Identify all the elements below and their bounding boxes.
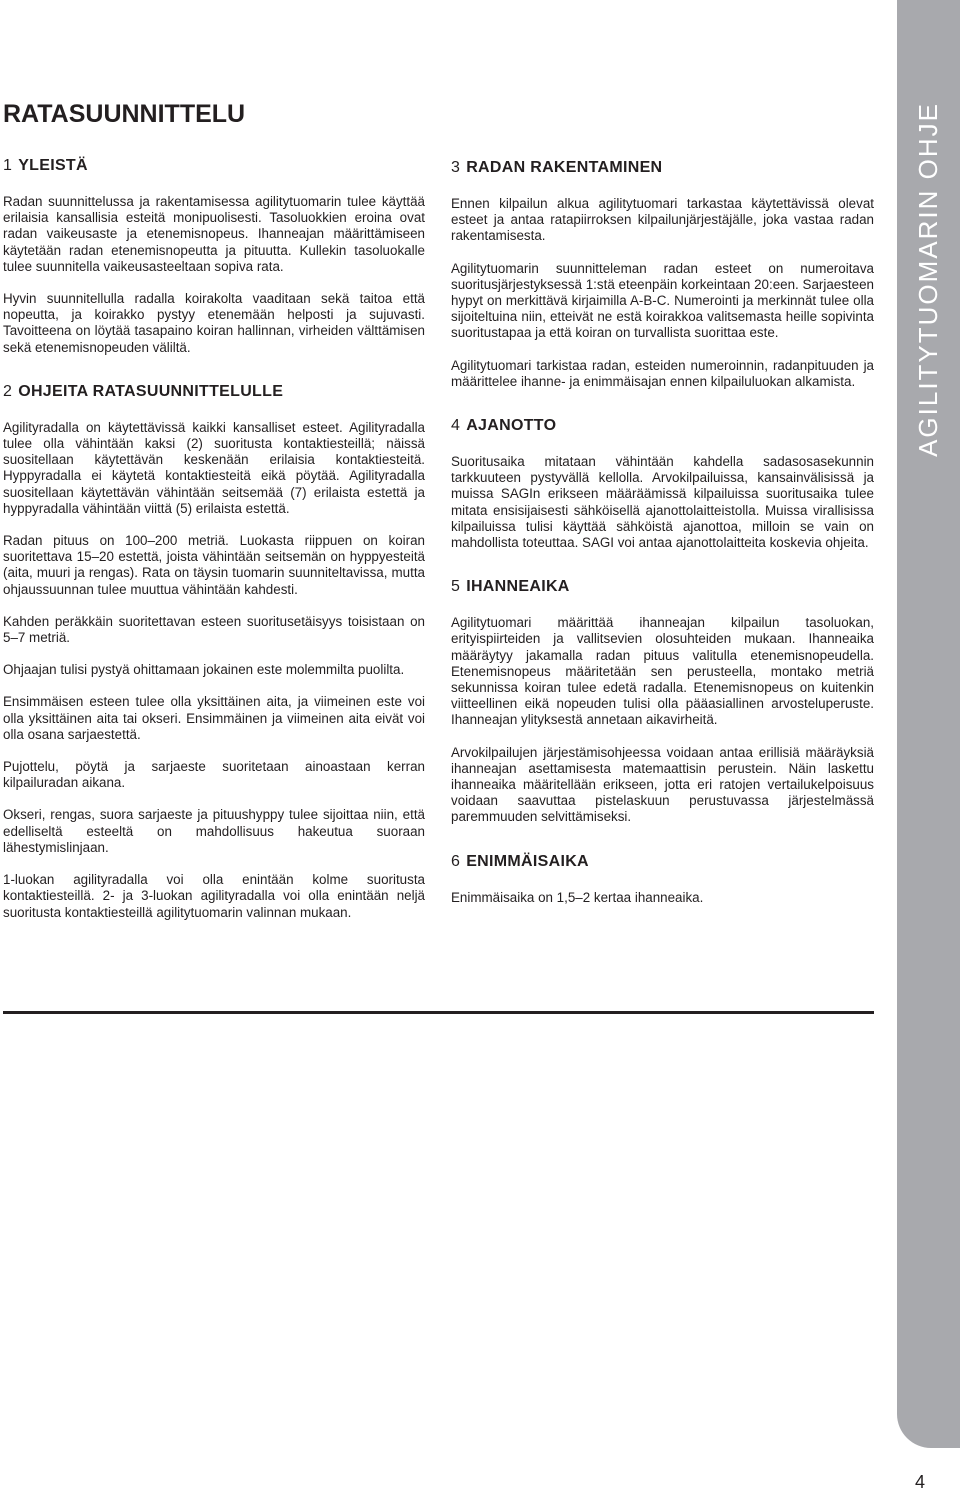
section-enimmaisaika [451,852,874,906]
side-tab-label-wrap [897,0,960,457]
section-heading [451,577,874,597]
section-radan-rakentaminen [451,158,874,390]
paragraph: Agilitytuomarin suunnitteleman radan esteet on numeroitava suoritusjärjestyksessä 1:stä eteenpäin korkeintaan 20:een. Sarjaesteen hypyt on merkittävä kirjaimilla A-B-C. Numerointi ja merkinnät tulee olla sijoiteltuina niin, etteivät ne estä koirakkoa valitsemasta heille sopivinta suoritustapaa ja että koiran on turvallista suorittaa este. [451,260,874,341]
section-title: IHANNEAIKA [466,578,570,596]
section-number: 6 [451,852,461,870]
section-heading [451,416,874,436]
paragraph: Agilitytuomari tarkistaa radan, esteiden numeroinnin, radanpituuden ja määrittelee ihanne- ja enimmäisajan ennen kilpailuluokan alkamista. [451,357,874,389]
section-title: OHJEITA RATASUUNNITTELULLE [18,382,284,400]
paragraph: Okseri, rengas, suora sarjaeste ja pituushyppy tulee sijoittaa niin, että edelliseltä esteeltä on mahdollisuus hakeutua suoraan lähestymislinjaan. [3,807,425,855]
paragraph: Ennen kilpailun alkua agilitytuomari tarkastaa käytettävissä olevat esteet ja antaa ratapiirroksen kilpailunjärjestäjälle, joka vastaa radan rakentamisesta. [451,196,874,244]
section-number: 3 [451,159,461,176]
section-title: YLEISTÄ [18,157,88,174]
section-heading [451,158,874,178]
paragraph: Hyvin suunnitellulla radalla koirakolta vaaditaan sekä taitoa että nopeutta, ja koirakko pystyy etenemään helposti ja sujuvasti. Tavoitteena on löytää tasapaino koiran hallinnan, virheiden välttämisen sekä etenemisnopeuden väliltä. [3,291,425,355]
paragraph: Enimmäisaika on 1,5–2 kertaa ihanneaika. [451,889,704,905]
section-number: 4 [451,417,461,435]
paragraph: Agilitytuomari määrittää ihanneajan kilpailun tasoluokan, erityispiirteiden ja vallitsevien olosuhteiden mukaan. Ihanneaika määräytyy jakamalla radan pituus valitulla etenemisnopeudella. Etenemisnopeus määritetään sen perusteella, montako metriä sekunnissa koiran tulee edetä radalla. Etenemisnopeus on kuitenkin viitteellinen eikä nopeuden tulisi olla pääasiallinen arvosteluperuste. Ihanneajan ylityksestä annetaan aikavirheitä. [451,615,874,728]
paragraph: Arvokilpailujen järjestämisohjeessa voidaan antaa erillisiä määräyksiä ihanneajan asettamisesta matemaattisin perustein. Näin laskettu ihanneaika määritellään erikseen, jotta eri ratojen vertailukelpoisuus voidaan saavuttaa pistelaskuun perustuvassa järjestelmässä paremmuuden selvittämiseksi. [451,744,874,825]
paragraph: Ohjaajan tulisi pystyä ohittamaan jokainen este molemmilta puolilta. [3,662,405,678]
section-heading [3,156,425,176]
section-heading [451,852,874,872]
side-tab-label: AGILITYTUOMARIN OHJE [913,102,943,457]
section-heading [3,382,425,402]
section-number: 2 [3,382,13,400]
section-yleista [3,156,425,356]
page-title: RATASUUNNITTELU [3,100,246,128]
section-ohjeita [3,382,425,921]
paragraph: Radan suunnittelussa ja rakentamisessa agilitytuomarin tulee käyttää erilaisia kansallisia esteitä monipuolisesti. Tasoluokkien eroina ovat radan vaikeusaste ja etenemisnopeus. Ihanneajan määrittämiseen käytetään radan etenemisnopeutta ja pituutta. Kullekin tasoluokalle tulee suunnitella vaikeusasteeltaan sopiva rata. [3,194,425,274]
paragraph: Suoritusaika mitataan vähintään kahdella sadasosasekunnin tarkkuuteen pystyvällä kellolla. Arvokilpailuissa, kansainvälisissä ja muissa SAGIn erikseen määräämissä kilpailuissa suoritusaika tulee mitata ensisijaisesti sähköisellä ajanottolaitteistolla. Muissa virallisissa kilpailuissa tulisi käyttää sähköistä ajanottoa, milloin se vain on mahdollista toteuttaa. SAGI voi antaa ajanottolaitteita koskevia ohjeita. [451,454,874,551]
right-column [451,158,874,922]
paragraph: Ensimmäisen esteen tulee olla yksittäinen aita, ja viimeinen este voi olla yksittäinen aita tai okseri. Ensimmäinen ja viimeinen aita eivät voi olla osana sarjaestettä. [3,694,425,742]
left-column [3,156,425,937]
paragraph: Kahden peräkkäin suoritettavan esteen suoritusetäisyys toisistaan on 5–7 metriä. [3,613,425,646]
section-number: 1 [3,157,13,174]
bottom-divider [3,1011,874,1014]
section-number: 5 [451,578,461,596]
section-title: ENIMMÄISAIKA [466,852,589,870]
page-number: 4 [915,1472,926,1492]
section-title: AJANOTTO [466,417,557,435]
section-ajanotto [451,416,874,551]
section-title: RADAN RAKENTAMINEN [466,159,663,176]
paragraph: Agilityradalla on käytettävissä kaikki kansalliset esteet. Agilityradalla tulee olla vähintään kaksi (2) suoritusta kontaktiesteillä; näissä suositellaan käytettävän keskenään erilaisia kontaktiesteitä. Hyppyradalla ei käytetä kontaktiesteitä eikä pöytää. Agilityradalla suositellaan käytettävän vähintään seitsemää (7) erilaista estettä ja hyppyradalla vähintään viittä (5) erilaista estettä. [3,419,425,516]
section-ihanneaika [451,577,874,825]
paragraph: Radan pituus on 100–200 metriä. Luokasta riippuen on koiran suoritettava 15–20 estettä, joista vähintään seitsemän on hyppyesteitä (aita, muuri ja rengas). Rata on täysin tuomarin suunniteltavissa, mutta ohjaussuunnan tulee muuttua vähintään kahdesti. [3,533,425,597]
paragraph: 1-luokan agilityradalla voi olla enintään kolme suoritusta kontaktiesteillä. 2- ja 3-luokan agilityradalla voi olla enintään neljä suoritusta kontaktiesteillä agilitytuomarin valinnan mukaan. [3,872,425,920]
paragraph: Pujottelu, pöytä ja sarjaeste suoritetaan ainoastaan kerran kilpailuradan aikana. [3,759,425,791]
